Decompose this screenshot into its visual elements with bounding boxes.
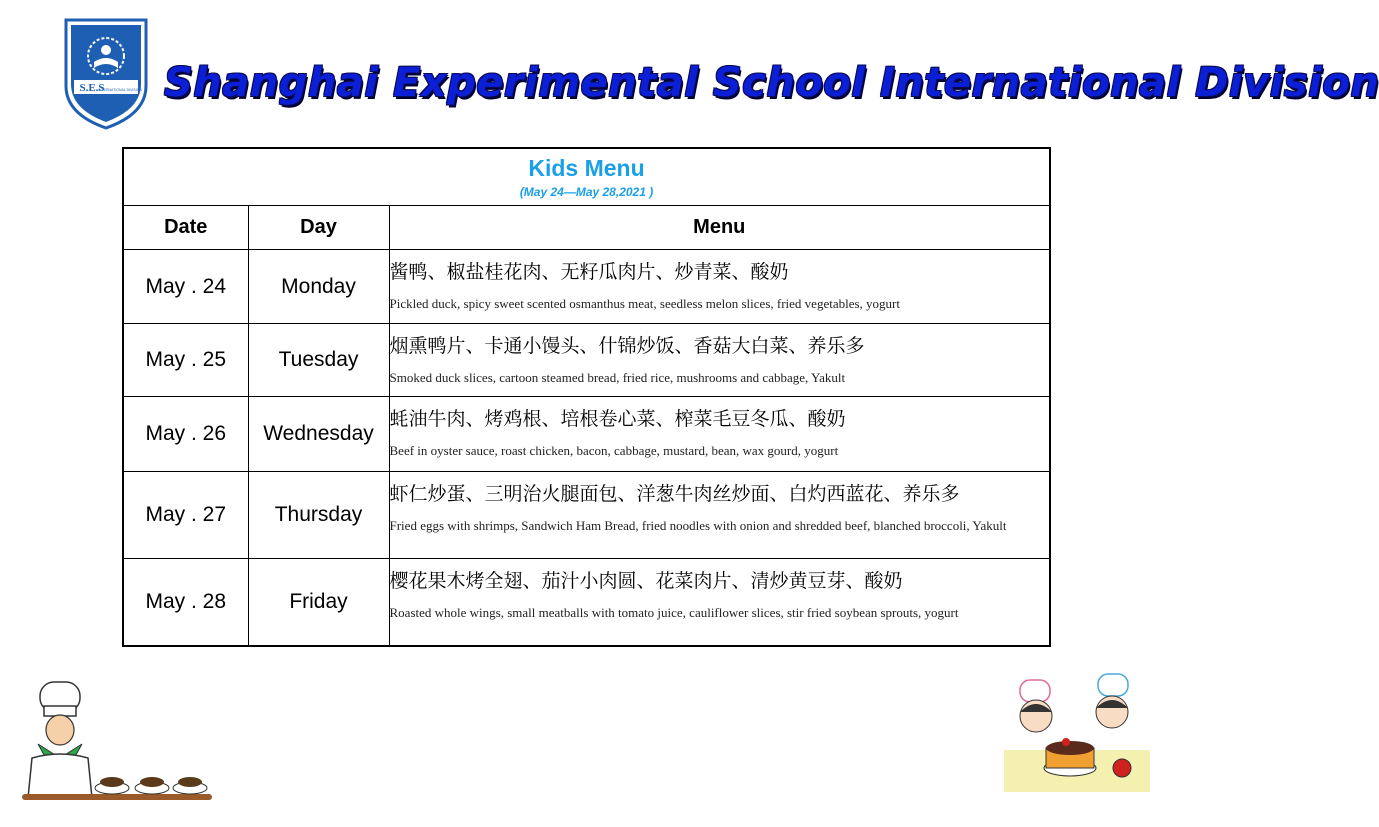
- menu-english: Fried eggs with shrimps, Sandwich Ham Bread, fried noodles with onion and shredded beef, blanched broccoli, Yakult: [389, 518, 1007, 533]
- row-day: Tuesday: [248, 324, 389, 397]
- menu-english: Smoked duck slices, cartoon steamed bread, fried rice, mushrooms and cabbage, Yakult: [389, 370, 846, 385]
- row-menu: [389, 472, 1050, 559]
- chef-illustration: [12, 670, 212, 820]
- table-row: [123, 250, 1050, 324]
- row-menu: [389, 250, 1050, 324]
- row-date: May . 28: [123, 559, 248, 646]
- row-date: May . 27: [123, 472, 248, 559]
- table-row: [123, 472, 1050, 559]
- shield-emblem-icon: [62, 16, 150, 130]
- row-day: Monday: [248, 250, 389, 324]
- logo-subtext: INTERNATIONAL DIVISION: [98, 88, 142, 92]
- school-name-title: Shanghai Experimental School International Division: [164, 60, 1379, 106]
- table-row: [123, 324, 1050, 397]
- column-header-date: Date: [123, 206, 248, 250]
- row-menu: [389, 397, 1050, 472]
- row-date: May . 24: [123, 250, 248, 324]
- chef-icon: [12, 670, 212, 820]
- column-header-menu: Menu: [389, 206, 1050, 250]
- row-day: Friday: [248, 559, 389, 646]
- row-date: May . 25: [123, 324, 248, 397]
- kids-cake-icon: [1000, 668, 1152, 794]
- table-row: [123, 559, 1050, 646]
- row-menu: [389, 559, 1050, 646]
- menu-header-row: [123, 206, 1050, 250]
- menu-title: Kids Menu: [528, 155, 645, 181]
- menu-date-range: (May 24—May 28,2021 ): [519, 185, 654, 199]
- row-day: Thursday: [248, 472, 389, 559]
- menu-chinese: 酱鸭、椒盐桂花肉、无籽瓜肉片、炒青菜、酸奶: [389, 261, 789, 283]
- row-menu: [389, 324, 1050, 397]
- menu-english: Pickled duck, spicy sweet scented osmanthus meat, seedless melon slices, fried vegetables, yogurt: [389, 296, 900, 311]
- menu-chinese: 樱花果木烤全翅、茄汁小肉圆、花菜肉片、清炒黄豆芽、酸奶: [389, 570, 903, 592]
- kids-menu-table: [122, 147, 1051, 647]
- row-date: May . 26: [123, 397, 248, 472]
- menu-english: Roasted whole wings, small meatballs with tomato juice, cauliflower slices, stir fried soybean sprouts, yogurt: [389, 605, 959, 620]
- menu-title-cell: [123, 148, 1050, 206]
- menu-chinese: 烟熏鸭片、卡通小馒头、什锦炒饭、香菇大白菜、养乐多: [389, 335, 865, 357]
- table-row: [123, 397, 1050, 472]
- menu-title-row: [123, 148, 1050, 206]
- logo-text: S.E.S: [79, 82, 105, 94]
- menu-chinese: 虾仁炒蛋、三明治火腿面包、洋葱牛肉丝炒面、白灼西蓝花、养乐多: [389, 483, 960, 505]
- menu-chinese: 蚝油牛肉、烤鸡根、培根卷心菜、榨菜毛豆冬瓜、酸奶: [389, 408, 846, 430]
- row-day: Wednesday: [248, 397, 389, 472]
- menu-english: Beef in oyster sauce, roast chicken, bacon, cabbage, mustard, bean, wax gourd, yogurt: [389, 443, 839, 458]
- column-header-day: Day: [248, 206, 389, 250]
- kids-baking-illustration: [1000, 668, 1152, 794]
- school-logo: [62, 16, 150, 130]
